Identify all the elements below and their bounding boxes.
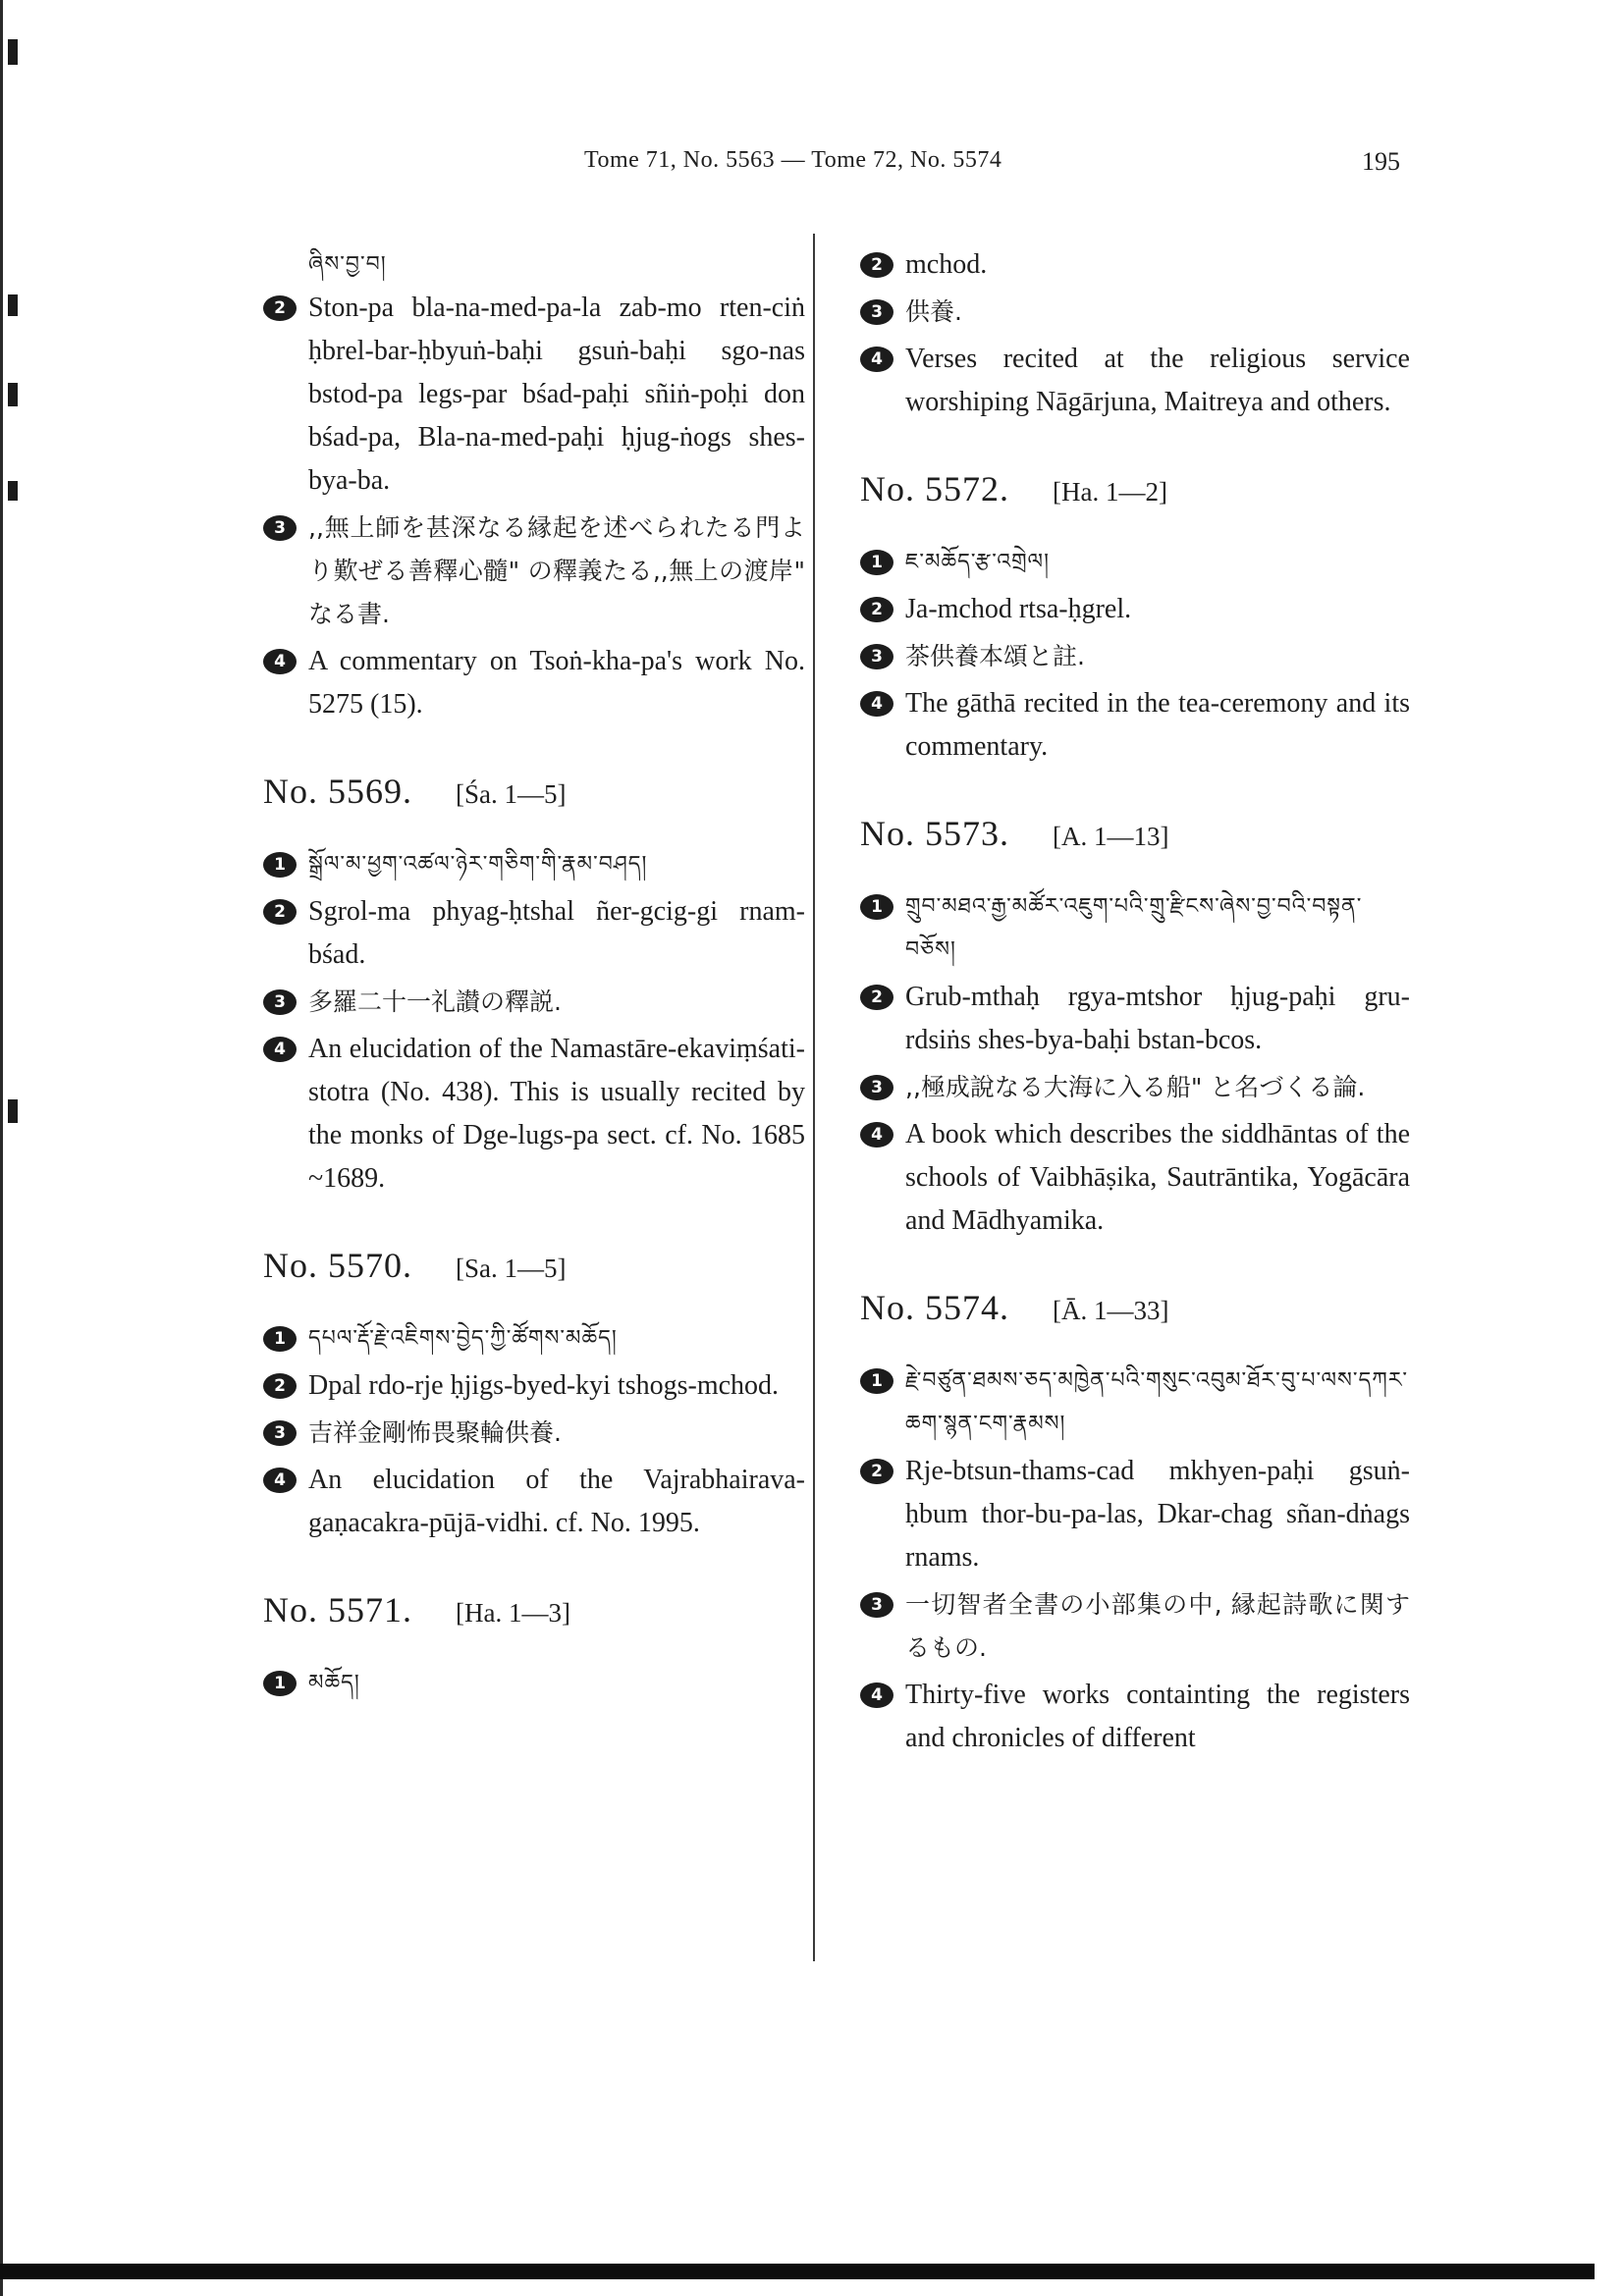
circled-number-icon: 3	[263, 989, 297, 1015]
list-item	[860, 1066, 1410, 1109]
circled-number-icon: 3	[860, 1592, 893, 1618]
volume-reference: [Ha. 1—2]	[1053, 477, 1167, 507]
circled-number-icon: 1	[860, 550, 893, 575]
scan-left-edge	[0, 0, 14, 2296]
tibetan-title: རྗེ་བཙུན་ཐམས་ཅད་མཁྱེན་པའི་གསུང་འབུམ་ཐོར་བུ་པ་ལས་དཀར་ཆག་སྙན་ངག་རྣམས།	[905, 1368, 1409, 1436]
entry-number: No. 5570.	[263, 1246, 412, 1285]
transliteration: Sgrol-ma phyag-ḥtshal ñer-gcig-gi rnam-bśad.	[308, 896, 805, 970]
scan-mark	[8, 481, 18, 501]
list-item	[263, 1028, 805, 1201]
item-text: A commentary on Tsoṅ-kha-pa's work No. 5275 (15).	[308, 646, 805, 720]
circled-number-icon: 2	[860, 1459, 893, 1484]
catalog-entry	[263, 1244, 805, 1545]
list-item	[860, 1113, 1410, 1243]
list-item	[263, 1412, 805, 1455]
list-item	[860, 682, 1410, 769]
list-item	[860, 291, 1410, 334]
list-item	[263, 507, 805, 636]
list-item	[263, 1364, 805, 1408]
transliteration: Dpal rdo-rje ḥjigs-byed-kyi tshogs-mchod.	[308, 1370, 780, 1401]
japanese-title: 多羅二十一礼讃の釋説.	[308, 988, 562, 1016]
list-item	[860, 541, 1410, 584]
continued-items	[860, 243, 1410, 424]
list-item	[263, 640, 805, 726]
circled-number-icon: 2	[263, 295, 297, 321]
circled-number-icon: 2	[860, 597, 893, 622]
tibetan-title: དཔལ་རྡོ་རྗེ་འཇིགས་བྱེད་ཀྱི་ཚོགས་མཆོད།	[308, 1326, 618, 1351]
circled-number-icon: 4	[860, 691, 893, 717]
scan-bottom-edge	[0, 2264, 1595, 2279]
entry-heading	[263, 1244, 805, 1290]
circled-number-icon: 3	[860, 644, 893, 669]
circled-number-icon: 3	[263, 515, 297, 541]
catalog-entry	[263, 1588, 805, 1705]
page-number: 195	[1362, 147, 1400, 176]
entry-heading	[263, 770, 805, 816]
running-title: Tome 71, No. 5563 — Tome 72, No. 5574	[584, 147, 1002, 173]
english-description: Verses recited at the religious service worshiping Nāgārjuna, Maitreya and others.	[905, 344, 1410, 417]
english-description: Thirty-five works containting the registers and chronicles of different	[905, 1680, 1410, 1753]
circled-number-icon: 3	[860, 1075, 893, 1100]
volume-reference: [Sa. 1—5]	[456, 1254, 567, 1283]
circled-number-icon: 4	[263, 649, 297, 674]
list-item	[263, 287, 805, 503]
circled-number-icon: 4	[860, 347, 893, 372]
tibetan-title: ཇ་མཆོད་རྩ་འགྲེལ།	[905, 550, 1050, 574]
entry-number: No. 5569.	[263, 772, 412, 811]
circled-number-icon: 2	[263, 1373, 297, 1399]
left-column	[263, 243, 805, 1709]
column-divider	[813, 234, 815, 1961]
circled-number-icon: 4	[860, 1122, 893, 1148]
japanese-title: 吉祥金剛怖畏聚輪供養.	[308, 1418, 562, 1447]
list-item	[860, 976, 1410, 1062]
japanese-title: 一切智者全書の小部集の中, 縁起詩歌に関するもの.	[905, 1590, 1410, 1662]
list-item	[860, 588, 1410, 631]
circled-number-icon: 3	[860, 299, 893, 325]
english-description: An elucidation of the Vajrabhairava-gaṇacakra-pūjā-vidhi. cf. No. 1995.	[308, 1465, 805, 1538]
list-item	[860, 1450, 1410, 1579]
volume-reference: [Śa. 1—5]	[456, 779, 567, 809]
tibetan-title: སྒྲོལ་མ་ཕྱག་འཚལ་ཉེར་གཅིག་གི་རྣམ་བཤད།	[308, 852, 648, 877]
entry-heading	[860, 1286, 1410, 1332]
circled-number-icon: 4	[263, 1037, 297, 1062]
transliteration: Ja-mchod rtsa-ḥgrel.	[905, 594, 1132, 624]
continued-tibetan-title: ཞིས་བྱ་བ།	[308, 252, 387, 277]
japanese-title: 茶供養本頌と註.	[905, 642, 1085, 670]
list-item	[860, 885, 1410, 972]
list-item	[860, 635, 1410, 678]
scan-mark	[8, 1099, 18, 1123]
japanese-title: 供養.	[905, 297, 962, 326]
entry-number: No. 5573.	[860, 814, 1009, 853]
list-item	[263, 890, 805, 977]
volume-reference: [A. 1—13]	[1053, 822, 1169, 851]
entry-heading	[860, 467, 1410, 513]
circled-number-icon: 1	[263, 1671, 297, 1696]
entry-number: No. 5574.	[860, 1288, 1009, 1327]
list-item	[860, 243, 1410, 287]
list-item	[860, 1360, 1410, 1446]
transliteration: Rje-btsun-thams-cad mkhyen-paḥi gsuṅ-ḥbum thor-bu-pa-las, Dkar-chag sñan-dṅags rnams.	[905, 1456, 1410, 1573]
volume-reference: [Ā. 1—33]	[1053, 1296, 1169, 1325]
entry-number: No. 5571.	[263, 1590, 412, 1629]
scan-mark	[8, 39, 18, 65]
continued-items	[263, 287, 805, 726]
transliteration: Grub-mthaḥ rgya-mtshor ḥjug-paḥi gru-rdsiṅs shes-bya-baḥi bstan-bcos.	[905, 982, 1410, 1055]
english-description: An elucidation of the Namastāre-ekaviṃśati-stotra (No. 438). This is usually recited by the monks of Dge-lugs-pa sect. cf. No. 1685 ~1689.	[308, 1034, 805, 1194]
list-item	[263, 843, 805, 886]
list-item	[860, 1674, 1410, 1760]
right-column	[860, 243, 1410, 1764]
english-description: A book which describes the siddhāntas of the schools of Vaibhāṣika, Sautrāntika, Yogācāra and Mādhyamika.	[905, 1119, 1410, 1236]
list-item	[263, 1317, 805, 1361]
circled-number-icon: 4	[263, 1468, 297, 1493]
catalog-entry	[860, 1286, 1410, 1760]
catalog-entry	[860, 467, 1410, 769]
catalog-entry	[263, 770, 805, 1201]
circled-number-icon: 1	[263, 1326, 297, 1352]
item-text: Ston-pa bla-na-med-pa-la zab-mo rten-ciṅ ḥbrel-bar-ḥbyuṅ-baḥi gsuṅ-baḥi sgo-nas bstod-pa legs-par bśad-paḥi sñiṅ-poḥi don bśad-pa, Bla-na-med-paḥi ḥjug-ṅogs shes-bya-ba.	[308, 293, 805, 496]
transliteration: mchod.	[905, 249, 988, 280]
circled-number-icon: 1	[860, 894, 893, 920]
circled-number-icon: 2	[263, 899, 297, 925]
circled-number-icon: 2	[860, 252, 893, 278]
item-text: ,,無上師を甚深なる縁起を述べられたる門より歎ぜる善釋心髓" の釋義たる,,無上の渡岸" なる書.	[308, 513, 805, 628]
circled-number-icon: 3	[263, 1420, 297, 1446]
scan-mark	[8, 383, 18, 406]
list-item	[263, 981, 805, 1024]
circled-number-icon: 4	[860, 1682, 893, 1708]
entry-heading	[263, 1588, 805, 1634]
entry-heading	[860, 812, 1410, 858]
english-description: The gāthā recited in the tea-ceremony and its commentary.	[905, 688, 1410, 762]
japanese-title: ,,極成說なる大海に入る船" と名づくる論.	[905, 1073, 1366, 1101]
list-item	[860, 1583, 1410, 1670]
list-item	[263, 1662, 805, 1705]
entry-number: No. 5572.	[860, 469, 1009, 508]
volume-reference: [Ha. 1—3]	[456, 1598, 570, 1628]
tibetan-title: མཆོད།	[308, 1671, 360, 1695]
circled-number-icon: 1	[263, 852, 297, 878]
tibetan-title: གྲུབ་མཐའ་རྒྱ་མཚོར་འཇུག་པའི་གྲུ་རྫིངས་ཞེས་བྱ་བའི་བསྟན་བཅོས།	[905, 894, 1363, 962]
scan-mark	[8, 294, 18, 316]
circled-number-icon: 2	[860, 985, 893, 1010]
list-item	[263, 1459, 805, 1545]
circled-number-icon: 1	[860, 1368, 893, 1394]
list-item	[860, 338, 1410, 424]
catalog-entry	[860, 812, 1410, 1243]
